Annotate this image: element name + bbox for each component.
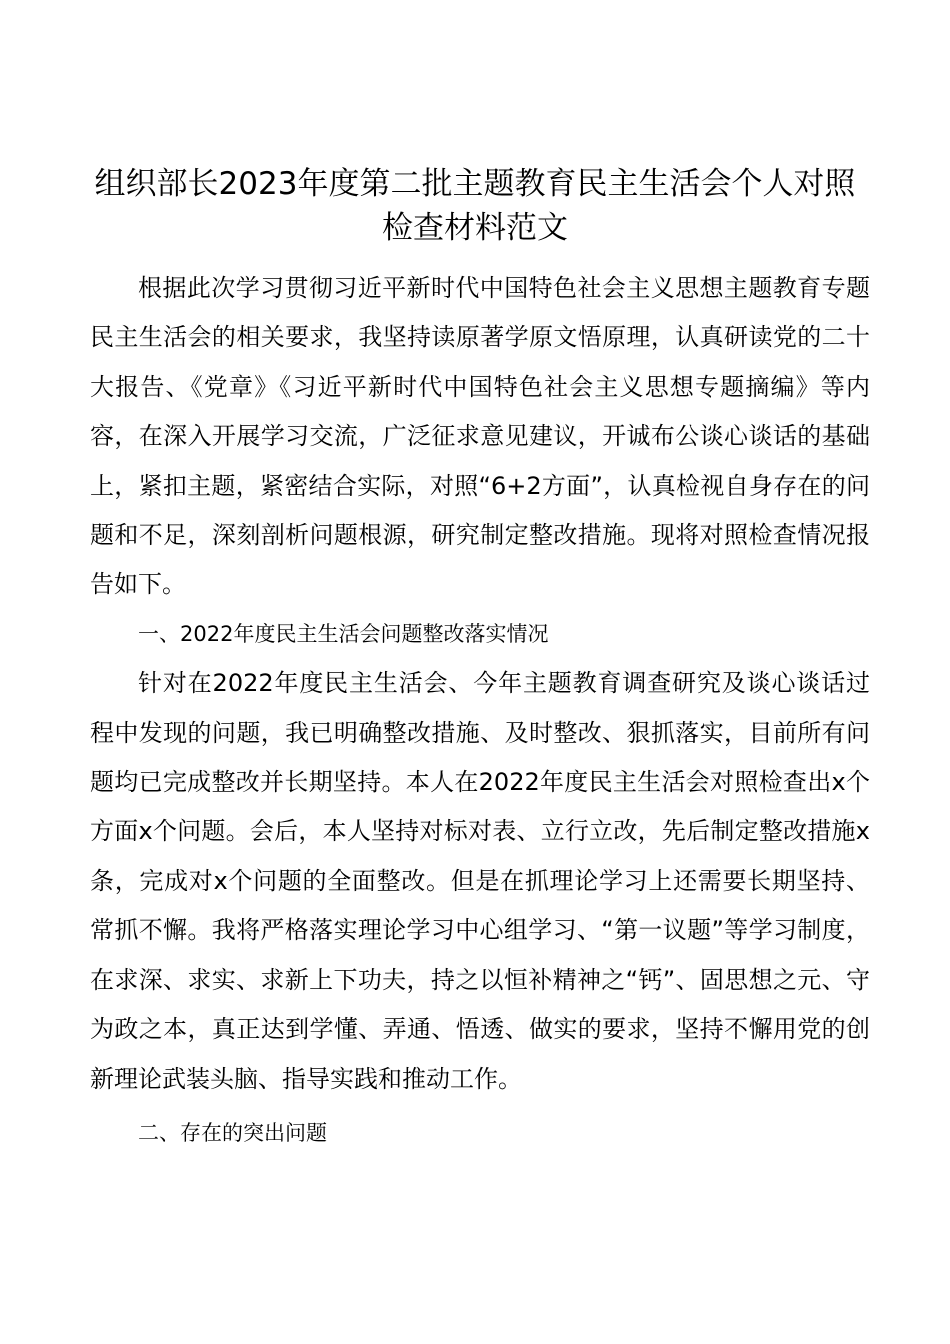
section-heading-1: 一、2022年度民主生活会问题整改落实情况 xyxy=(138,621,549,646)
document-body xyxy=(90,264,870,1158)
section-heading-2: 二、存在的突出问题 xyxy=(138,1120,327,1145)
section-1-paragraph: 针对在2022年度民主生活会、今年主题教育调查研究及谈心谈话过程中发现的问题，我已明确整改措施、及时整改、狠抓落实，目前所有问题均已完成整改并长期坚持。本人在2022年度民主生活会对照检查出x个方面x个问题。会后，本人坚持对标对表、立行立改，先后制定整改措施x条，完成对x个问题的全面整改。但是在抓理论学习上还需要长期坚持、常抓不懈。我将严格落实理论学习中心组学习、“第一议题”等学习制度，在求深、求实、求新上下功夫，持之以恒补精神之“钙”、固思想之元、守为政之本，真正达到学懂、弄通、悟透、做实的要求，坚持不懈用党的创新理论武装头脑、指导实践和推动工作。 xyxy=(90,669,870,1093)
document-title: 组织部长2023年度第二批主题教育民主生活会个人对照检查材料范文 xyxy=(94,166,856,246)
intro-paragraph: 根据此次学习贯彻习近平新时代中国特色社会主义思想主题教育专题民主生活会的相关要求，我坚持读原著学原文悟原理，认真研读党的二十大报告、《党章》《习近平新时代中国特色社会主义思想专题摘编》等内容，在深入开展学习交流，广泛征求意见建议，开诚布公谈心谈话的基础上，紧扣主题，紧密结合实际，对照“6+2方面”，认真检视自身存在的问题和不足，深刻剖析问题根源，研究制定整改措施。现将对照检查情况报告如下。 xyxy=(90,274,870,599)
